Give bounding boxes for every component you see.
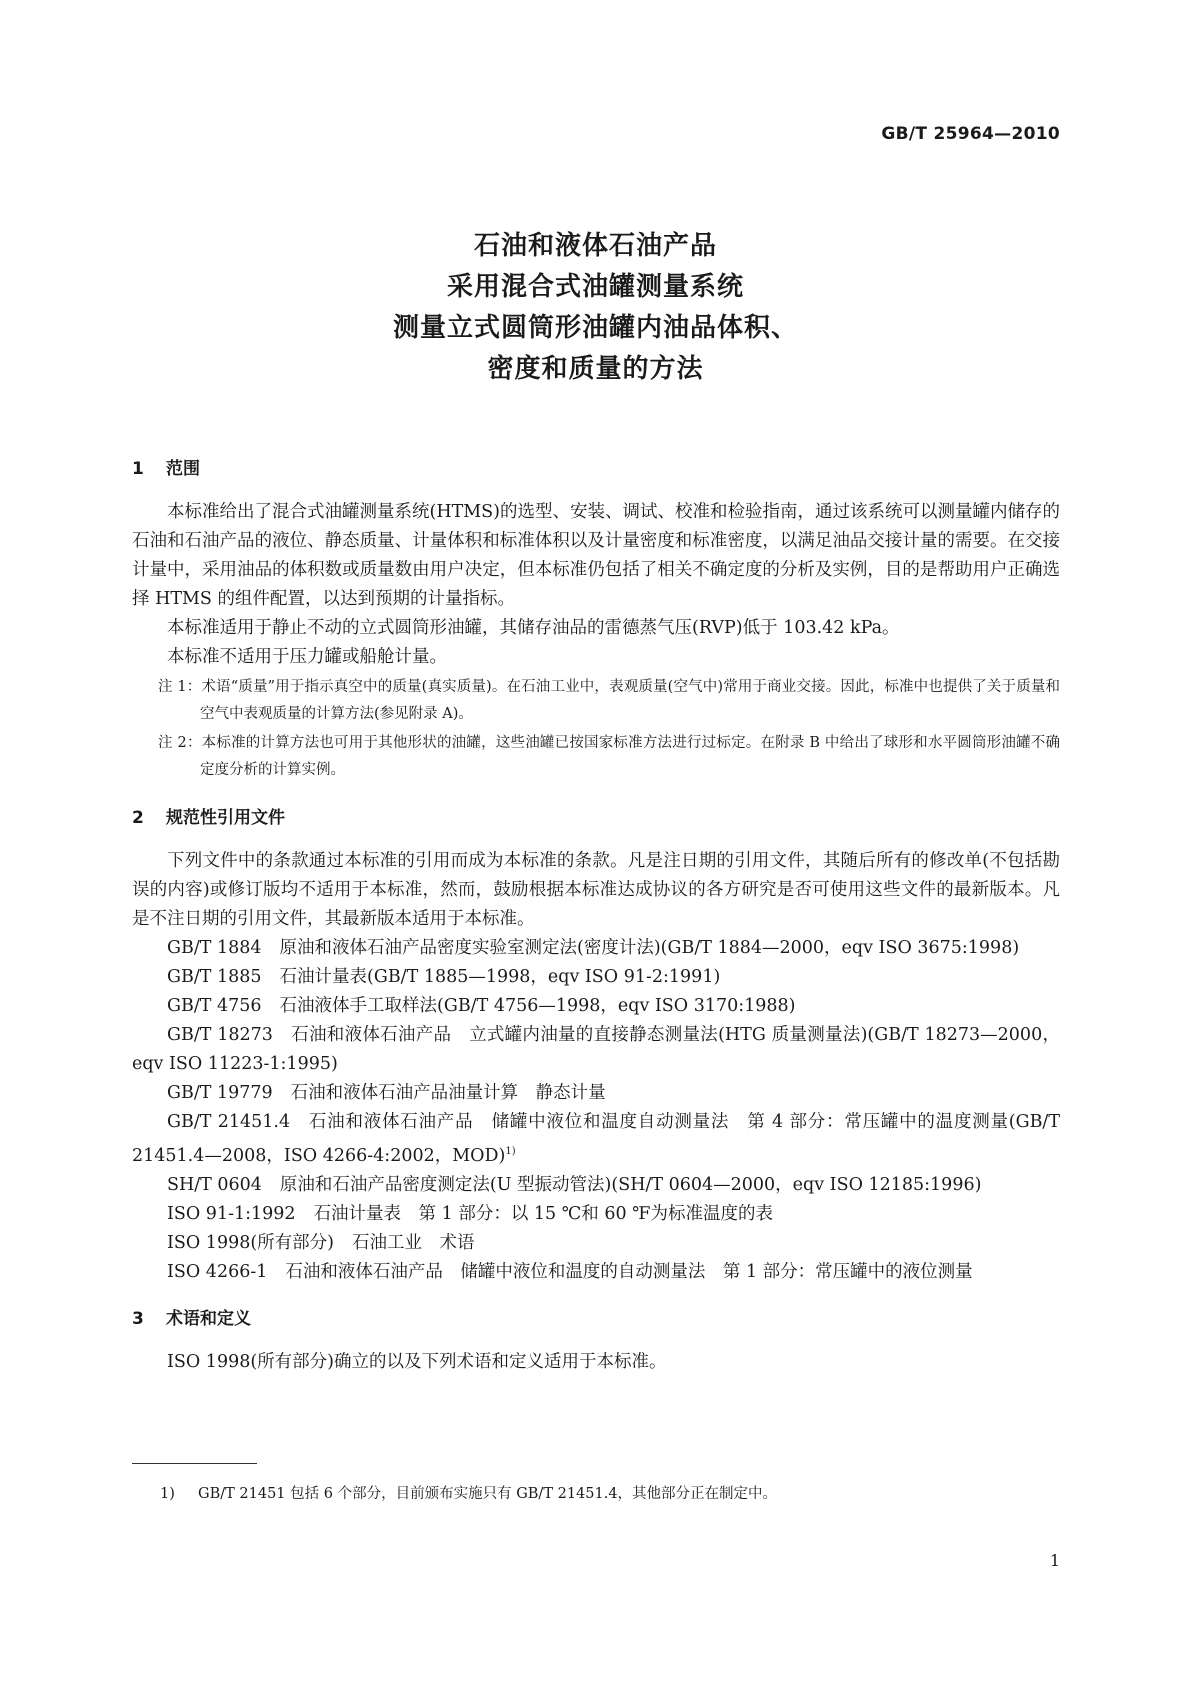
- document-body: [132, 455, 1060, 1377]
- paragraph: 本标准给出了混合式油罐测量系统(HTMS)的选型、安装、调试、校准和检验指南，通过该系统可以测量罐内储存的石油和石油产品的液位、静态质量、计量体积和标准体积以及计量密度和标准密度，以满足油品交接计量的需要。在交接计量中，采用油品的体积数或质量数由用户决定，但本标准仍包括了相关不确定度的分析及实例，目的是帮助用户正确选择 HTMS 的组件配置，以达到预期的计量指标。: [132, 502, 1060, 609]
- reference-text: 原油和液体石油产品密度实验室测定法(密度计法)(GB/T 1884—2000，eqv ISO 3675:1998): [279, 938, 1020, 958]
- reference-item: [132, 1258, 1060, 1287]
- document-title: [0, 226, 1191, 390]
- note: 注 1：术语“质量”用于指示真空中的质量(真实质量)。在石油工业中，表观质量(空气中)常用于商业交接。因此，标准中也提供了关于质量和空气中表观质量的计算方法(参见附录 A)。: [158, 679, 1060, 722]
- reference-code: ISO 1998(所有部分): [167, 1232, 335, 1253]
- section-title: 规范性引用文件: [166, 808, 285, 828]
- reference-text: 石油计量表(GB/T 1885—1998，eqv ISO 91-2:1991): [279, 967, 721, 987]
- reference-item: [132, 963, 1060, 992]
- reference-item: [132, 1229, 1060, 1258]
- reference-item: [132, 1079, 1060, 1108]
- footnote-marker: 1): [505, 1146, 516, 1157]
- reference-item: [132, 1171, 1060, 1200]
- section-title: 术语和定义: [166, 1308, 251, 1329]
- section-number: 2: [132, 808, 144, 828]
- page-number: 1: [1049, 1551, 1060, 1570]
- note: 注 2：本标准的计算方法也可用于其他形状的油罐，这些油罐已按国家标准方法进行过标定。在附录 B 中给出了球形和水平圆筒形油罐不确定度分析的计算实例。: [158, 735, 1060, 778]
- reference-item: [132, 1021, 1060, 1079]
- section-heading-scope: [132, 455, 1060, 484]
- reference-code: ISO 91-1:1992: [167, 1203, 296, 1224]
- reference-text: 石油工业 术语: [352, 1232, 475, 1253]
- paragraph: 本标准适用于静止不动的立式圆筒形油罐，其储存油品的雷德蒸气压(RVP)低于 103.42 kPa。: [167, 618, 900, 638]
- footnote: [160, 1482, 777, 1503]
- section-heading-terms: [132, 1305, 1060, 1334]
- section-number: 3: [132, 1308, 144, 1329]
- footnote-text: GB/T 21451 包括 6 个部分，目前颁布实施只有 GB/T 21451.4，其他部分正在制定中。: [198, 1486, 778, 1502]
- reference-code: GB/T 21451.4: [167, 1112, 291, 1132]
- reference-text: 石油和液体石油产品 立式罐内油量的直接静态测量法(HTG 质量测量法)(GB/T 18273—2000，eqv ISO 11223-1:1995): [132, 1025, 1060, 1074]
- standard-number: GB/T 25964—2010: [881, 124, 1060, 144]
- footnote-mark: 1): [160, 1486, 175, 1502]
- title-line: 密度和质量的方法: [487, 354, 704, 384]
- reference-item: [132, 1108, 1060, 1171]
- reference-text: 石油和液体石油产品 储罐中液位和温度自动测量法 第 4 部分：常压罐中的温度测量(GB/T 21451.4—2008，ISO 4266-4:2002，MOD): [132, 1112, 1061, 1166]
- reference-item: [132, 992, 1060, 1021]
- reference-text: 原油和石油产品密度测定法(U 型振动管法)(SH/T 0604—2000，eqv ISO 12185:1996): [279, 1174, 982, 1195]
- section-title: 范围: [166, 459, 200, 479]
- reference-code: GB/T 4756: [167, 996, 262, 1016]
- footnote-divider: [132, 1463, 257, 1464]
- title-line: 测量立式圆筒形油罐内油品体积、: [392, 313, 798, 343]
- reference-code: GB/T 1884: [167, 938, 262, 958]
- reference-code: SH/T 0604: [167, 1174, 262, 1195]
- title-line: 石油和液体石油产品: [473, 231, 717, 261]
- reference-text: 石油和液体石油产品油量计算 静态计量: [290, 1083, 606, 1103]
- reference-item: [132, 934, 1060, 963]
- reference-text: 石油和液体石油产品 储罐中液位和温度的自动测量法 第 1 部分：常压罐中的液位测量: [285, 1261, 973, 1282]
- reference-text: 石油液体手工取样法(GB/T 4756—1998，eqv ISO 3170:1988): [279, 996, 796, 1016]
- reference-code: ISO 4266-1: [167, 1261, 268, 1282]
- title-line: 采用混合式油罐测量系统: [446, 272, 744, 302]
- reference-item: [132, 1200, 1060, 1229]
- reference-code: GB/T 1885: [167, 967, 262, 987]
- paragraph: 下列文件中的条款通过本标准的引用而成为本标准的条款。凡是注日期的引用文件，其随后所有的修改单(不包括勘误的内容)或修订版均不适用于本标准，然而，鼓励根据本标准达成协议的各方研究是否可使用这些文件的最新版本。凡是不注日期的引用文件，其最新版本适用于本标准。: [132, 851, 1060, 929]
- section-number: 1: [132, 459, 144, 479]
- reference-code: GB/T 18273: [167, 1025, 273, 1045]
- paragraph: 本标准不适用于压力罐或船舱计量。: [167, 647, 447, 667]
- section-heading-normative-references: [132, 804, 1060, 833]
- reference-code: GB/T 19779: [167, 1083, 273, 1103]
- paragraph: ISO 1998(所有部分)确立的以及下列术语和定义适用于本标准。: [167, 1351, 667, 1372]
- reference-text: 石油计量表 第 1 部分：以 15 ℃和 60 ℉为标准温度的表: [313, 1203, 774, 1224]
